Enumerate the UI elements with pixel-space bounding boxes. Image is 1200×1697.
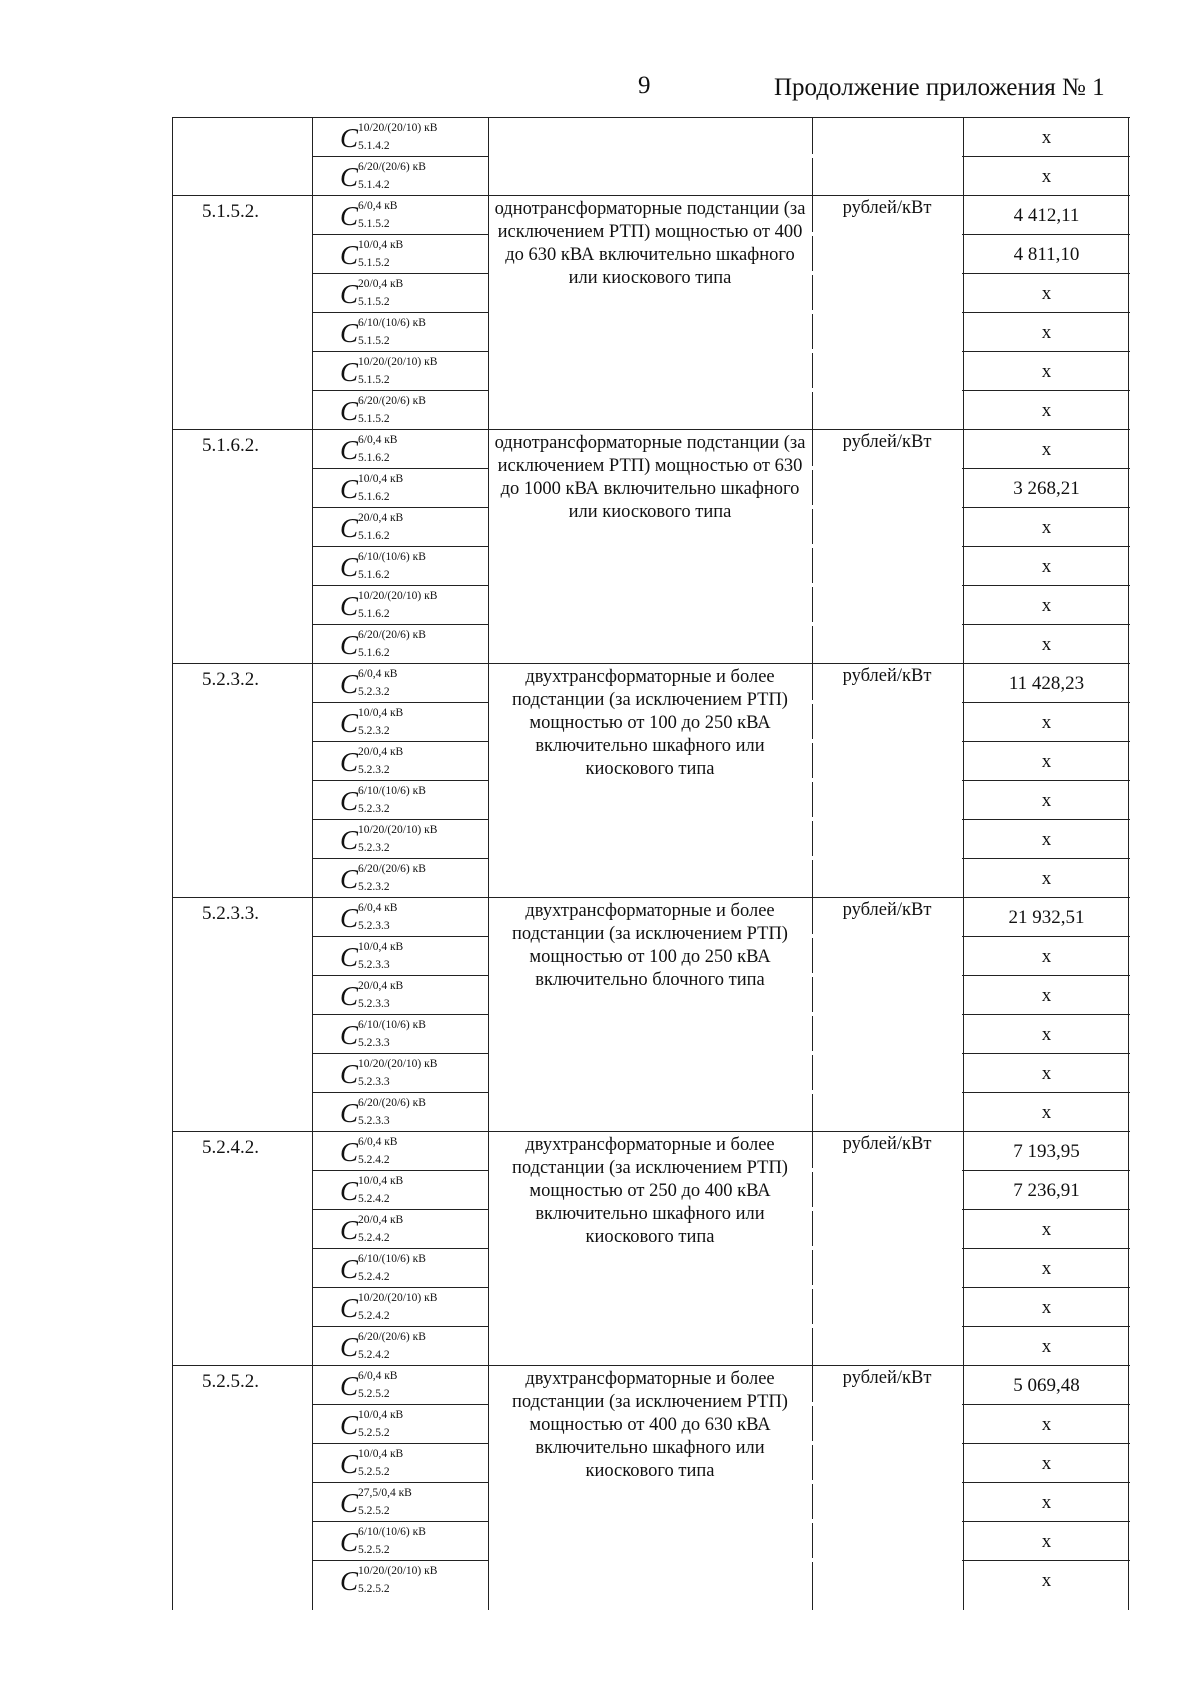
table-row [312,1015,1130,1054]
symbol-voltage: 10/20/(20/10) кВ [358,1291,438,1304]
tariff-value: x [1041,1023,1052,1045]
tariff-symbol-cell [312,352,488,391]
symbol-index: 5.2.3.2 [358,763,390,776]
tariff-symbol [340,1407,460,1443]
item-number: 5.2.4.2. [202,1137,259,1158]
item-description: двухтрансформаторные и более подстанции (за исключением РТП) мощностью от 100 до 250 кВА включительно блочного типа [512,901,788,990]
tariff-symbol [340,1485,460,1521]
tariff-symbol [340,237,460,273]
symbol-voltage: 6/20/(20/6) кВ [358,862,426,875]
tariff-value: 4 811,10 [1013,243,1080,265]
symbol-index: 5.1.5.2 [358,295,390,308]
tariff-symbol [340,1290,460,1326]
table-row [312,157,1130,196]
symbol-letter: C [340,317,359,348]
item-description: двухтрансформаторные и более подстанции (за исключением РТП) мощностью от 250 до 400 кВА включительно шкафного или киоскового типа [512,1135,788,1247]
tariff-symbol-cell [312,235,488,274]
tariff-symbol-cell [312,1249,488,1288]
tariff-symbol [340,939,460,975]
symbol-index: 5.1.5.2 [358,373,390,386]
tariff-symbol-cell [312,391,488,430]
symbol-letter: C [340,395,359,426]
tariff-value: x [1041,1101,1052,1123]
item-number: 5.2.3.2. [202,669,259,690]
table-section [172,1132,1130,1366]
tariff-value: x [1041,321,1052,343]
tariff-symbol-cell [312,1093,488,1132]
item-number: 5.1.6.2. [202,435,259,456]
symbol-voltage: 10/20/(20/10) кВ [358,1057,438,1070]
table-section [172,430,1130,664]
tariff-symbol [340,1563,460,1599]
tariff-symbol [340,666,460,702]
tariff-value: x [1041,633,1052,655]
table-section [172,664,1130,898]
tariff-symbol [340,276,460,312]
tariff-value: x [1041,165,1052,187]
symbol-voltage: 6/0,4 кВ [358,1369,398,1382]
tariff-value: 4 412,11 [1013,204,1080,226]
tariff-symbol-cell [312,664,488,703]
symbol-letter: C [340,551,359,582]
tariff-symbol-cell [312,196,488,235]
tariff-symbol-cell [312,118,488,157]
symbol-voltage: 20/0,4 кВ [358,511,404,524]
symbol-letter: C [340,1253,359,1284]
table-row [312,1288,1130,1327]
symbol-voltage: 27,5/0,4 кВ [358,1486,412,1499]
tariff-symbol-cell [312,1444,488,1483]
item-unit: рублей/кВт [842,198,932,218]
tariff-symbol [340,900,460,936]
tariff-symbol [340,783,460,819]
symbol-index: 5.2.5.2 [358,1582,390,1595]
tariff-symbol [340,705,460,741]
item-unit: рублей/кВт [842,900,932,920]
tariff-symbol-cell [312,937,488,976]
symbol-letter: C [340,512,359,543]
tariff-symbol [340,510,460,546]
symbol-voltage: 6/10/(10/6) кВ [358,316,426,329]
tariff-symbol-cell [312,469,488,508]
symbol-letter: C [340,668,359,699]
symbol-letter: C [340,1487,359,1518]
tariff-symbol-cell [312,1288,488,1327]
tariff-value: x [1041,438,1052,460]
tariff-symbol-cell [312,781,488,820]
tariff-value: x [1041,1452,1052,1474]
symbol-index: 5.2.3.3 [358,919,390,932]
table-row [312,391,1130,430]
tariff-value: 11 428,23 [1008,672,1085,694]
tariff-symbol-cell [312,703,488,742]
tariff-value: x [1041,1569,1052,1591]
item-number: 5.2.5.2. [202,1371,259,1392]
symbol-voltage: 6/10/(10/6) кВ [358,1252,426,1265]
symbol-index: 5.1.6.2 [358,529,390,542]
tariff-symbol [340,861,460,897]
tariff-symbol-cell [312,586,488,625]
symbol-index: 5.1.6.2 [358,607,390,620]
symbol-index: 5.2.4.2 [358,1309,390,1322]
tariff-value: x [1041,399,1052,421]
symbol-letter: C [340,1448,359,1479]
symbol-letter: C [340,1409,359,1440]
table-row [312,1561,1130,1600]
symbol-index: 5.2.5.2 [358,1504,390,1517]
symbol-voltage: 6/0,4 кВ [358,433,398,446]
symbol-index: 5.1.4.2 [358,139,390,152]
table-section [172,898,1130,1132]
symbol-letter: C [340,1175,359,1206]
item-number: 5.1.5.2. [202,201,259,222]
item-description: однотрансформаторные подстанции (за исключением РТП) мощностью от 630 до 1000 кВА включительно шкафного или киоскового типа [494,433,806,522]
symbol-letter: C [340,629,359,660]
symbol-index: 5.2.3.3 [358,997,390,1010]
tariff-value: 7 236,91 [1013,1179,1080,1201]
symbol-letter: C [340,1058,359,1089]
tariff-symbol [340,1329,460,1365]
tariff-value: x [1041,789,1052,811]
symbol-letter: C [340,1526,359,1557]
tariff-value: 7 193,95 [1013,1140,1080,1162]
symbol-index: 5.2.4.2 [358,1153,390,1166]
symbol-voltage: 6/20/(20/6) кВ [358,1096,426,1109]
item-description: однотрансформаторные подстанции (за исключением РТП) мощностью от 400 до 630 кВА включительно шкафного или киоскового типа [494,199,806,288]
symbol-voltage: 20/0,4 кВ [358,745,404,758]
tariff-value: x [1041,945,1052,967]
symbol-letter: C [340,707,359,738]
symbol-letter: C [340,902,359,933]
symbol-index: 5.2.3.2 [358,841,390,854]
tariff-symbol [340,315,460,351]
tariff-value: x [1041,711,1052,733]
tariff-value: x [1041,594,1052,616]
table-row [312,820,1130,859]
symbol-letter: C [340,239,359,270]
symbol-index: 5.1.5.2 [358,217,390,230]
tariff-symbol [340,354,460,390]
tariff-symbol [340,1251,460,1287]
symbol-letter: C [340,824,359,855]
symbol-voltage: 10/0,4 кВ [358,238,404,251]
tariff-symbol-cell [312,1171,488,1210]
tariff-value: x [1041,1530,1052,1552]
tariff-symbol-cell [312,1015,488,1054]
symbol-letter: C [340,863,359,894]
symbol-letter: C [340,1136,359,1167]
symbol-voltage: 6/0,4 кВ [358,1135,398,1148]
symbol-letter: C [340,200,359,231]
tariff-symbol-cell [312,508,488,547]
tariff-symbol [340,471,460,507]
symbol-letter: C [340,1370,359,1401]
table-row [312,586,1130,625]
tariff-value: x [1041,1335,1052,1357]
tariff-symbol [340,822,460,858]
tariff-value: 21 932,51 [1008,906,1085,928]
tariff-symbol-cell [312,859,488,898]
tariff-symbol [340,1446,460,1482]
symbol-index: 5.2.5.2 [358,1465,390,1478]
symbol-letter: C [340,1214,359,1245]
tariff-symbol [340,1056,460,1092]
symbol-voltage: 10/20/(20/10) кВ [358,121,438,134]
item-description: двухтрансформаторные и более подстанции (за исключением РТП) мощностью от 100 до 250 кВА включительно шкафного или киоскового типа [512,667,788,779]
symbol-letter: C [340,434,359,465]
table-row [312,1483,1130,1522]
symbol-letter: C [340,1019,359,1050]
tariff-value: x [1041,282,1052,304]
symbol-index: 5.2.4.2 [358,1270,390,1283]
tariff-symbol-cell [312,742,488,781]
symbol-index: 5.1.6.2 [358,646,390,659]
symbol-index: 5.2.3.2 [358,880,390,893]
tariff-symbol-cell [312,1210,488,1249]
tariff-symbol-cell [312,547,488,586]
symbol-index: 5.1.5.2 [358,412,390,425]
tariff-symbol [340,1095,460,1131]
symbol-letter: C [340,590,359,621]
symbol-voltage: 6/0,4 кВ [358,901,398,914]
tariff-symbol-cell [312,313,488,352]
table-row [312,547,1130,586]
item-unit: рублей/кВт [842,1368,932,1388]
symbol-letter: C [340,980,359,1011]
tariff-symbol-cell [312,1132,488,1171]
tariff-symbol-cell [312,274,488,313]
tariff-symbol [340,627,460,663]
table-row [312,625,1130,664]
item-unit: рублей/кВт [842,666,932,686]
tariff-symbol [340,744,460,780]
tariff-value: 3 268,21 [1013,477,1080,499]
symbol-voltage: 10/20/(20/10) кВ [358,589,438,602]
symbol-voltage: 20/0,4 кВ [358,277,404,290]
table-section [172,196,1130,430]
tariff-symbol-cell [312,1366,488,1405]
symbol-letter: C [340,356,359,387]
table-row [312,313,1130,352]
tariff-symbol [340,1173,460,1209]
tariff-symbol-cell [312,1054,488,1093]
symbol-voltage: 6/10/(10/6) кВ [358,1525,426,1538]
tariff-value: x [1041,984,1052,1006]
symbol-index: 5.1.5.2 [358,256,390,269]
symbol-index: 5.2.4.2 [358,1231,390,1244]
symbol-letter: C [340,1097,359,1128]
tariff-symbol-cell [312,430,488,469]
item-description: двухтрансформаторные и более подстанции (за исключением РТП) мощностью от 400 до 630 кВА включительно шкафного или киоскового типа [512,1369,788,1481]
tariff-symbol [340,432,460,468]
tariff-symbol-cell [312,976,488,1015]
table-row [312,781,1130,820]
tariff-value: x [1041,1062,1052,1084]
symbol-voltage: 6/20/(20/6) кВ [358,394,426,407]
symbol-voltage: 6/20/(20/6) кВ [358,628,426,641]
tariff-symbol-cell [312,1483,488,1522]
tariff-symbol [340,1212,460,1248]
tariff-symbol-cell [312,157,488,196]
tariff-value: x [1041,555,1052,577]
symbol-voltage: 10/0,4 кВ [358,706,404,719]
symbol-letter: C [340,122,359,153]
symbol-index: 5.1.6.2 [358,451,390,464]
tariff-value: x [1041,516,1052,538]
tariff-symbol [340,1134,460,1170]
symbol-index: 5.2.3.3 [358,1114,390,1127]
symbol-voltage: 10/0,4 кВ [358,1447,404,1460]
tariff-symbol-cell [312,1327,488,1366]
table-section [172,118,1130,196]
tariff-value: 5 069,48 [1013,1374,1080,1396]
tariff-symbol-cell [312,1405,488,1444]
symbol-letter: C [340,941,359,972]
tariff-symbol [340,588,460,624]
symbol-voltage: 10/0,4 кВ [358,1174,404,1187]
tariff-value: x [1041,1413,1052,1435]
symbol-index: 5.2.5.2 [358,1426,390,1439]
symbol-index: 5.2.3.3 [358,1075,390,1088]
table-row [312,1327,1130,1366]
symbol-index: 5.2.3.3 [358,958,390,971]
symbol-letter: C [340,161,359,192]
symbol-voltage: 10/20/(20/10) кВ [358,355,438,368]
table-row [312,118,1130,157]
symbol-voltage: 6/20/(20/6) кВ [358,160,426,173]
symbol-voltage: 6/10/(10/6) кВ [358,784,426,797]
symbol-voltage: 10/20/(20/10) кВ [358,1564,438,1577]
tariff-symbol-cell [312,820,488,859]
tariff-symbol [340,198,460,234]
symbol-voltage: 6/10/(10/6) кВ [358,1018,426,1031]
symbol-index: 5.1.5.2 [358,334,390,347]
tariff-symbol [340,978,460,1014]
symbol-voltage: 6/0,4 кВ [358,199,398,212]
symbol-letter: C [340,473,359,504]
symbol-letter: C [340,1292,359,1323]
tariff-value: x [1041,750,1052,772]
symbol-index: 5.2.3.2 [358,685,390,698]
tariff-value: x [1041,126,1052,148]
table-row [312,352,1130,391]
symbol-index: 5.2.3.2 [358,724,390,737]
tariff-symbol [340,549,460,585]
tariff-table [172,117,1130,1610]
tariff-value: x [1041,828,1052,850]
symbol-index: 5.2.3.2 [358,802,390,815]
tariff-symbol [340,1524,460,1560]
symbol-index: 5.2.3.3 [358,1036,390,1049]
symbol-voltage: 6/0,4 кВ [358,667,398,680]
tariff-symbol-cell [312,1561,488,1600]
tariff-symbol-cell [312,1522,488,1561]
tariff-value: x [1041,360,1052,382]
table-row [312,1093,1130,1132]
symbol-letter: C [340,1331,359,1362]
symbol-index: 5.1.6.2 [358,490,390,503]
symbol-index: 5.1.4.2 [358,178,390,191]
item-unit: рублей/кВт [842,432,932,452]
symbol-voltage: 20/0,4 кВ [358,1213,404,1226]
table-row [312,1249,1130,1288]
tariff-value: x [1041,1491,1052,1513]
symbol-voltage: 10/0,4 кВ [358,1408,404,1421]
tariff-symbol [340,1368,460,1404]
table-row [312,1522,1130,1561]
tariff-value: x [1041,1296,1052,1318]
symbol-index: 5.2.5.2 [358,1387,390,1400]
table-row [312,859,1130,898]
symbol-letter: C [340,746,359,777]
symbol-voltage: 6/10/(10/6) кВ [358,550,426,563]
symbol-voltage: 20/0,4 кВ [358,979,404,992]
symbol-voltage: 10/20/(20/10) кВ [358,823,438,836]
item-unit: рублей/кВт [842,1134,932,1154]
table-section [172,1366,1130,1600]
symbol-index: 5.2.4.2 [358,1348,390,1361]
table-row [312,1054,1130,1093]
symbol-letter: C [340,1565,359,1596]
tariff-symbol [340,1017,460,1053]
symbol-letter: C [340,278,359,309]
symbol-index: 5.2.5.2 [358,1543,390,1556]
symbol-voltage: 6/20/(20/6) кВ [358,1330,426,1343]
tariff-symbol-cell [312,898,488,937]
tariff-symbol [340,159,460,195]
tariff-value: x [1041,1257,1052,1279]
tariff-value: x [1041,867,1052,889]
symbol-index: 5.1.6.2 [358,568,390,581]
tariff-symbol [340,393,460,429]
page-number: 9 [638,72,651,99]
tariff-symbol [340,120,460,156]
tariff-value: x [1041,1218,1052,1240]
tariff-symbol-cell [312,625,488,664]
symbol-voltage: 10/0,4 кВ [358,472,404,485]
page-heading: Продолжение приложения № 1 [774,74,1105,101]
symbol-index: 5.2.4.2 [358,1192,390,1205]
item-number: 5.2.3.3. [202,903,259,924]
symbol-voltage: 10/0,4 кВ [358,940,404,953]
symbol-letter: C [340,785,359,816]
